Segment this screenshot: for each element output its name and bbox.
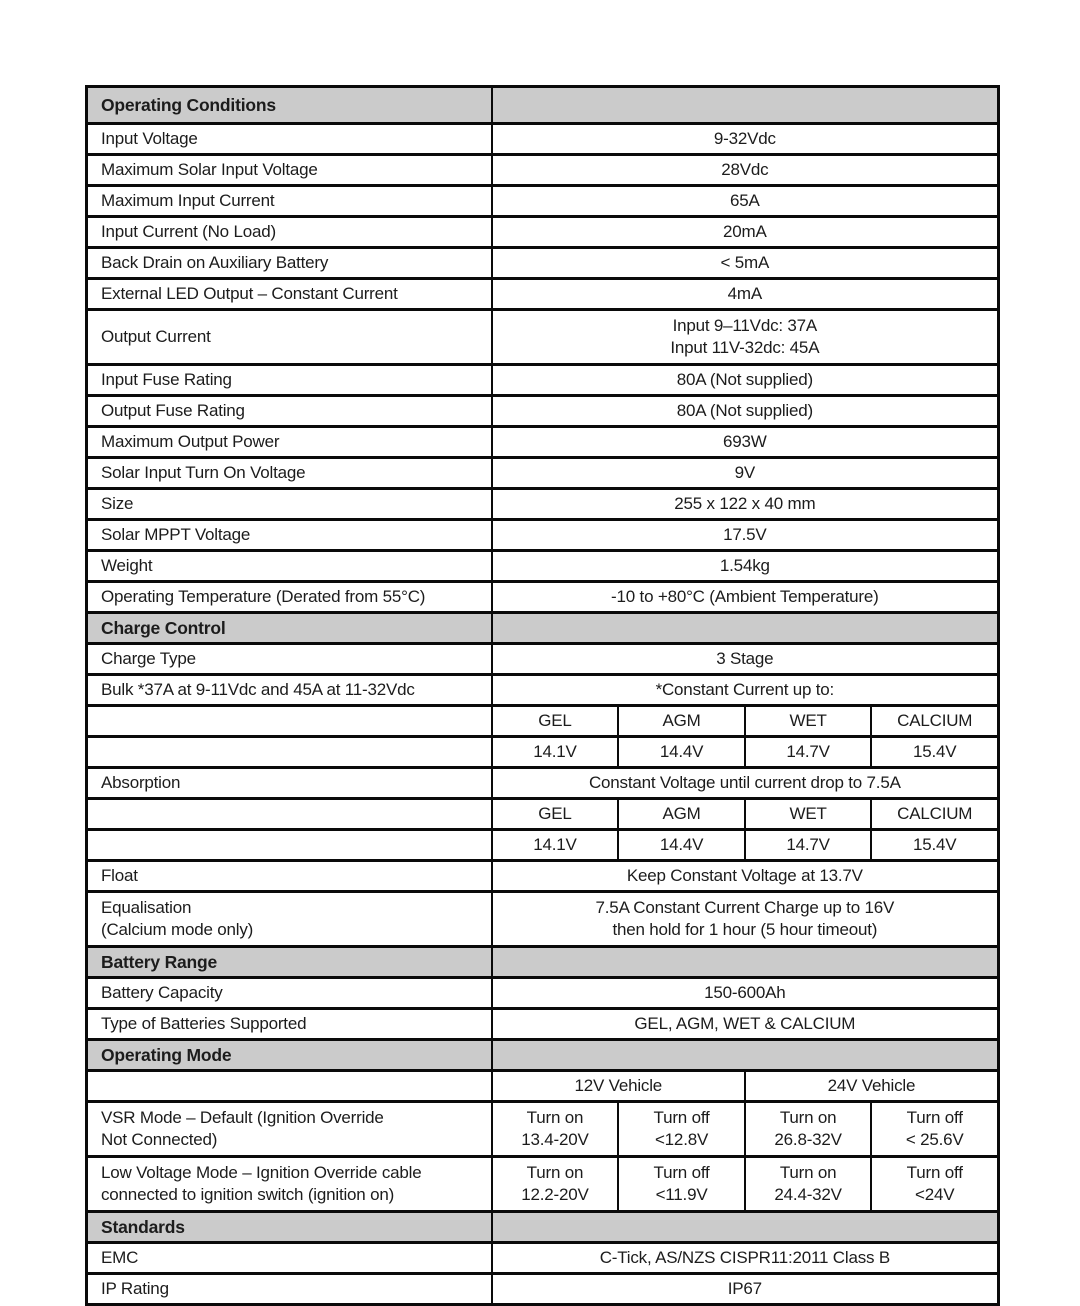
mode-cell-12v-turn-off [617,1158,744,1210]
section-header-battery-range [88,945,997,976]
row-max-input-current [88,184,997,215]
row-emc [88,1241,997,1272]
row-absorption-voltages [88,828,997,859]
row-charge-type [88,642,997,673]
battery-type-header: CALCIUM [870,800,997,828]
row-low-voltage-mode [88,1155,997,1210]
spec-label-line: VSR Mode – Default (Ignition Override [101,1108,384,1127]
spec-value-line: then hold for 1 hour (5 hour timeout) [612,920,878,939]
spec-label-line: (Calcium mode only) [101,920,254,939]
battery-voltage-value: 14.1V [491,831,618,859]
spec-value: < 5mA [491,249,997,277]
empty-label-cell [88,738,491,766]
section-header-spacer [491,88,997,122]
row-vsr-mode [88,1100,997,1155]
spec-label: Maximum Solar Input Voltage [101,160,318,179]
spec-label: IP Rating [101,1279,169,1298]
spec-label: Output Current [101,327,211,346]
spec-value: 17.5V [491,521,997,549]
mode-cell-12v-turn-on [491,1158,618,1210]
mode-cell-line: Turn off [906,1108,963,1127]
battery-type-header: CALCIUM [870,707,997,735]
battery-type-header: GEL [491,707,618,735]
mode-cell-line: 24.4-32V [774,1185,842,1204]
spec-label: Output Fuse Rating [101,401,245,420]
spec-value-line: 7.5A Constant Current Charge up to 16V [595,898,895,917]
row-back-drain-aux-battery [88,246,997,277]
spec-value: 3 Stage [491,645,997,673]
battery-voltage-value: 14.4V [617,831,744,859]
spec-label: External LED Output – Constant Current [101,284,398,303]
mode-cell-line: <11.9V [655,1185,708,1204]
mode-cell-line: 26.8-32V [774,1130,842,1149]
spec-value [491,893,997,945]
mode-cell-line: 12.2-20V [521,1185,589,1204]
battery-voltage-value: 14.7V [744,831,871,859]
vehicle-header-12v: 12V Vehicle [491,1072,744,1100]
spec-value: Constant Voltage until current drop to 7.5A [491,769,997,797]
row-vehicle-headers [88,1069,997,1100]
spec-value: 150-600Ah [491,979,997,1007]
mode-cell-12v-turn-on [491,1103,618,1155]
row-absorption [88,766,997,797]
spec-label: Input Fuse Rating [101,370,232,389]
mode-cell-line: Turn on [526,1163,584,1182]
row-size [88,487,997,518]
spec-label-line: Not Connected) [101,1130,218,1149]
empty-label-cell [88,831,491,859]
section-header-spacer [491,614,997,642]
section-header-charge-control [88,611,997,642]
spec-label [88,893,491,945]
spec-value: 28Vdc [491,156,997,184]
vehicle-header-24v: 24V Vehicle [744,1072,997,1100]
spec-value: Keep Constant Voltage at 13.7V [491,862,997,890]
spec-label: Maximum Output Power [101,432,280,451]
section-header-spacer [491,948,997,976]
mode-cell-line: <12.8V [654,1130,709,1149]
section-title: Charge Control [101,618,226,638]
spec-value: GEL, AGM, WET & CALCIUM [491,1010,997,1038]
spec-label-line: connected to ignition switch (ignition on) [101,1185,395,1204]
spec-label: Battery Capacity [101,983,223,1002]
row-input-current-no-load [88,215,997,246]
mode-cell-line: Turn on [526,1108,584,1127]
mode-cell-line: <24V [915,1185,955,1204]
row-output-current [88,308,997,363]
spec-value: 1.54kg [491,552,997,580]
row-solar-mppt-voltage [88,518,997,549]
row-batteries-supported [88,1007,997,1038]
mode-cell-line: Turn off [653,1163,710,1182]
battery-voltage-value: 14.4V [617,738,744,766]
spec-label: Charge Type [101,649,196,668]
spec-label [88,1103,491,1155]
spec-label: Type of Batteries Supported [101,1014,307,1033]
battery-type-header: WET [744,800,871,828]
spec-label: Float [101,866,138,885]
spec-value: 9-32Vdc [491,125,997,153]
mode-cell-line: 13.4-20V [521,1130,589,1149]
spec-label: Solar MPPT Voltage [101,525,251,544]
section-header-operating-conditions [88,88,997,122]
row-equalisation [88,890,997,945]
empty-label-cell [88,707,491,735]
spec-table [85,85,1000,1306]
spec-value: 80A (Not supplied) [491,397,997,425]
row-input-fuse-rating [88,363,997,394]
mode-cell-12v-turn-off [617,1103,744,1155]
mode-cell-24v-turn-on [744,1103,871,1155]
row-bulk [88,673,997,704]
spec-value: 80A (Not supplied) [491,366,997,394]
spec-value: IP67 [491,1275,997,1303]
spec-label: Solar Input Turn On Voltage [101,463,306,482]
battery-voltage-value: 15.4V [870,831,997,859]
row-max-output-power [88,425,997,456]
row-bulk-battery-types [88,704,997,735]
section-header-spacer [491,1213,997,1241]
spec-label [88,1158,491,1210]
spec-label: Input Current (No Load) [101,222,276,241]
section-header-operating-mode [88,1038,997,1069]
spec-value: 20mA [491,218,997,246]
spec-label: EMC [101,1248,139,1267]
section-header-standards [88,1210,997,1241]
spec-value: 255 x 122 x 40 mm [491,490,997,518]
spec-label: Back Drain on Auxiliary Battery [101,253,329,272]
mode-cell-line: Turn on [779,1108,837,1127]
spec-value [491,311,997,363]
row-absorption-battery-types [88,797,997,828]
battery-type-header: WET [744,707,871,735]
spec-value: 4mA [491,280,997,308]
row-solar-input-turn-on-voltage [88,456,997,487]
spec-label: Maximum Input Current [101,191,275,210]
section-title: Operating Conditions [101,95,276,115]
row-output-fuse-rating [88,394,997,425]
mode-cell-24v-turn-on [744,1158,871,1210]
row-weight [88,549,997,580]
spec-label: Operating Temperature (Derated from 55°C) [101,587,426,606]
section-header-spacer [491,1041,997,1069]
empty-label-cell [88,800,491,828]
spec-label: Weight [101,556,153,575]
empty-label-cell [88,1072,491,1100]
spec-value: -10 to +80°C (Ambient Temperature) [491,583,997,611]
mode-cell-24v-turn-off [870,1158,997,1210]
mode-cell-line: < 25.6V [905,1130,964,1149]
battery-voltage-value: 15.4V [870,738,997,766]
spec-label: Size [101,494,134,513]
section-title: Operating Mode [101,1045,232,1065]
spec-value: C-Tick, AS/NZS CISPR11:2011 Class B [491,1244,997,1272]
spec-value: 693W [491,428,997,456]
row-ip-rating [88,1272,997,1303]
spec-label: Bulk *37A at 9-11Vdc and 45A at 11-32Vdc [101,680,415,699]
row-operating-temperature [88,580,997,611]
row-external-led-output [88,277,997,308]
section-title: Battery Range [101,952,218,972]
row-max-solar-input-voltage [88,153,997,184]
spec-label-line: Equalisation [101,898,192,917]
spec-value-line: Input 11V-32dc: 45A [670,338,820,357]
row-input-voltage [88,122,997,153]
spec-value-line: Input 9–11Vdc: 37A [672,316,818,335]
mode-cell-line: Turn on [779,1163,837,1182]
mode-cell-line: Turn off [653,1108,710,1127]
battery-type-header: AGM [617,707,744,735]
section-title: Standards [101,1217,185,1237]
row-bulk-voltages [88,735,997,766]
spec-label-line: Low Voltage Mode – Ignition Override cable [101,1163,422,1182]
spec-value: 9V [491,459,997,487]
row-battery-capacity [88,976,997,1007]
battery-voltage-value: 14.1V [491,738,618,766]
spec-label: Absorption [101,773,181,792]
battery-type-header: AGM [617,800,744,828]
spec-label: Input Voltage [101,129,198,148]
mode-cell-24v-turn-off [870,1103,997,1155]
battery-type-header: GEL [491,800,618,828]
row-float [88,859,997,890]
mode-cell-line: Turn off [906,1163,963,1182]
spec-value: 65A [491,187,997,215]
spec-value: *Constant Current up to: [491,676,997,704]
battery-voltage-value: 14.7V [744,738,871,766]
